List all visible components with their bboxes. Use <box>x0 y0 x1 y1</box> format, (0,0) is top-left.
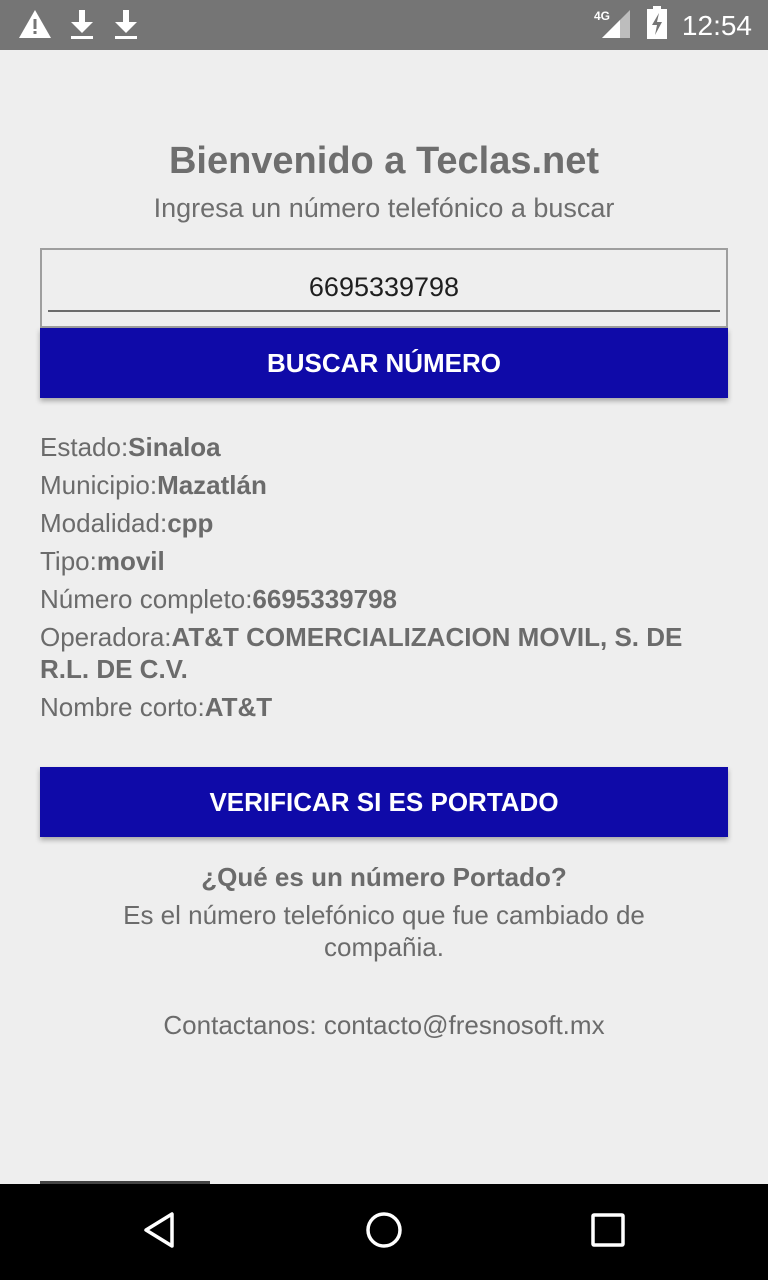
result-row-modalidad <box>40 507 730 539</box>
network-type-label: 4G <box>593 9 610 23</box>
result-row-municipio <box>40 469 730 501</box>
result-value: movil <box>96 546 165 576</box>
notification-icons <box>18 8 140 45</box>
download-icon <box>112 8 140 45</box>
result-row-nombre-corto <box>40 691 730 723</box>
page-title: Bienvenido a Teclas.net <box>168 140 600 182</box>
recents-button[interactable] <box>578 1202 638 1262</box>
back-icon <box>140 1210 180 1255</box>
result-label: Estado: <box>40 432 129 462</box>
result-label: Número completo: <box>40 584 253 614</box>
faq-question: ¿Qué es un número Portado? <box>201 862 567 892</box>
navigation-bar <box>0 1184 768 1280</box>
download-icon <box>68 8 96 45</box>
clock: 12:54 <box>681 9 752 41</box>
result-label: Tipo: <box>40 546 97 576</box>
result-label: Operadora: <box>40 622 172 652</box>
contact-text: Contactanos: contacto@fresnosoft.mx <box>163 1010 605 1040</box>
result-value: Sinaloa <box>128 432 221 462</box>
warning-icon <box>18 8 52 45</box>
faq-answer: Es el número telefónico que fue cambiado de compañia. <box>123 900 645 962</box>
back-button[interactable] <box>130 1202 190 1262</box>
result-label: Municipio: <box>40 470 158 500</box>
result-row-numero-completo <box>40 583 730 615</box>
signal-icon <box>594 6 632 45</box>
phone-number-input[interactable] <box>48 264 720 312</box>
result-row-tipo <box>40 545 730 577</box>
result-value: AT&T COMERCIALIZACION MOVIL, S. DE R.L. DE C.V. <box>40 622 683 684</box>
status-bar <box>0 0 768 50</box>
search-number-button[interactable]: BUSCAR NÚMERO <box>40 328 728 398</box>
result-value: AT&T <box>204 692 273 722</box>
result-row-operadora <box>40 621 730 685</box>
verify-ported-button[interactable]: VERIFICAR SI ES PORTADO <box>40 767 728 837</box>
system-icons <box>594 6 752 45</box>
recents-icon <box>588 1210 628 1255</box>
page-subtitle: Ingresa un número telefónico a buscar <box>153 193 615 223</box>
phone-input-container <box>40 248 728 328</box>
home-button[interactable] <box>354 1202 414 1262</box>
result-label: Nombre corto: <box>40 692 205 722</box>
result-value: 6695339798 <box>252 584 398 614</box>
result-label: Modalidad: <box>40 508 168 538</box>
home-icon <box>364 1210 404 1255</box>
result-row-estado <box>40 431 730 463</box>
result-value: cpp <box>167 508 214 538</box>
battery-charging-icon <box>646 6 668 45</box>
result-details <box>40 431 730 729</box>
result-value: Mazatlán <box>157 470 267 500</box>
